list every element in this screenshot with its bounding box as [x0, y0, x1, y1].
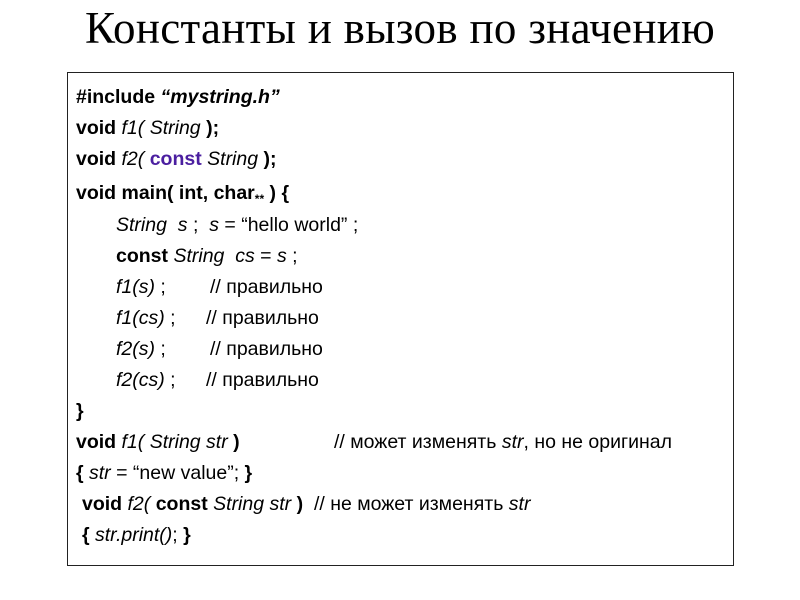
- code-line-6: [116, 244, 298, 268]
- function-call: str.print(): [95, 524, 173, 546]
- variable: cs: [235, 245, 255, 267]
- code-line-14: [82, 492, 530, 516]
- function-name: f2(: [127, 493, 151, 515]
- parameter: String str: [213, 493, 292, 515]
- punctuation: );: [206, 117, 220, 139]
- include-directive: #include: [76, 86, 156, 108]
- code-line-15: [82, 523, 191, 547]
- keyword-const: const: [116, 245, 169, 267]
- punctuation: ;: [155, 276, 166, 298]
- function-call: f2(s): [116, 338, 155, 360]
- variable: str: [89, 462, 111, 484]
- operator: =: [110, 462, 133, 484]
- punctuation: ;: [286, 245, 298, 267]
- function-call: f1(s): [116, 276, 155, 298]
- punctuation: ;: [164, 369, 176, 391]
- type-name: String: [207, 148, 259, 170]
- comment-text: // не может изменять: [313, 493, 509, 515]
- keyword-const: const: [149, 148, 202, 170]
- variable: s: [276, 245, 287, 267]
- code-comment-7: // правильно: [210, 276, 323, 298]
- code-comment-9: // правильно: [210, 338, 323, 360]
- punctuation: ;: [187, 214, 210, 236]
- code-line-1: [76, 85, 280, 109]
- function-call: f1(cs): [116, 307, 165, 329]
- comment-text: , но не оригинал: [523, 431, 672, 453]
- main-signature: void main( int, char: [76, 182, 255, 204]
- code-line-11: }: [76, 400, 84, 422]
- pointer-stars: **: [254, 192, 265, 206]
- keyword-void: void: [82, 493, 123, 515]
- code-comment-10: // правильно: [206, 369, 319, 391]
- punctuation: ;: [155, 338, 166, 360]
- slide-title: Константы и вызов по значению: [84, 3, 716, 53]
- function-name: f1(: [121, 117, 145, 139]
- string-literal: “hello world” ;: [241, 214, 359, 236]
- code-line-3: [76, 147, 277, 171]
- code-line-5: [116, 213, 358, 237]
- punctuation: ) {: [264, 182, 290, 204]
- punctuation: ): [296, 493, 304, 515]
- code-line-13: [76, 461, 252, 485]
- keyword-void: void: [76, 117, 117, 139]
- code-comment-12: [334, 430, 672, 454]
- operator: =: [254, 245, 277, 267]
- comment-identifier: str: [501, 431, 524, 453]
- comment-text: // может изменять: [334, 431, 502, 453]
- function-call: f2(cs): [116, 369, 165, 391]
- code-line-10: [116, 368, 176, 392]
- code-line-12: [76, 430, 240, 454]
- comment-identifier: str: [508, 493, 531, 515]
- type-name: String: [149, 117, 201, 139]
- code-line-9: [116, 337, 166, 361]
- keyword-void: void: [76, 431, 117, 453]
- type-name: String: [116, 214, 167, 236]
- parameter: String str: [149, 431, 228, 453]
- code-listing: [67, 72, 734, 566]
- variable: s: [209, 214, 219, 236]
- include-file: “mystring.h”: [160, 86, 280, 108]
- punctuation: }: [239, 462, 253, 484]
- function-name: f2(: [121, 148, 145, 170]
- variable: s: [177, 214, 188, 236]
- code-line-7: [116, 275, 166, 299]
- keyword-const: const: [155, 493, 208, 515]
- code-line-2: [76, 116, 219, 140]
- punctuation: );: [263, 148, 277, 170]
- function-name: f1(: [121, 431, 145, 453]
- string-literal: “new value”;: [132, 462, 240, 484]
- punctuation: {: [82, 524, 96, 546]
- keyword-void: void: [76, 148, 117, 170]
- code-line-4: [76, 181, 289, 211]
- type-name: String: [173, 245, 225, 267]
- code-line-8: [116, 306, 176, 330]
- code-comment-8: // правильно: [206, 307, 319, 329]
- punctuation: }: [177, 524, 191, 546]
- operator: =: [218, 214, 242, 236]
- punctuation: ): [233, 431, 240, 453]
- punctuation: ;: [164, 307, 176, 329]
- punctuation: {: [76, 462, 90, 484]
- punctuation: ;: [172, 524, 178, 546]
